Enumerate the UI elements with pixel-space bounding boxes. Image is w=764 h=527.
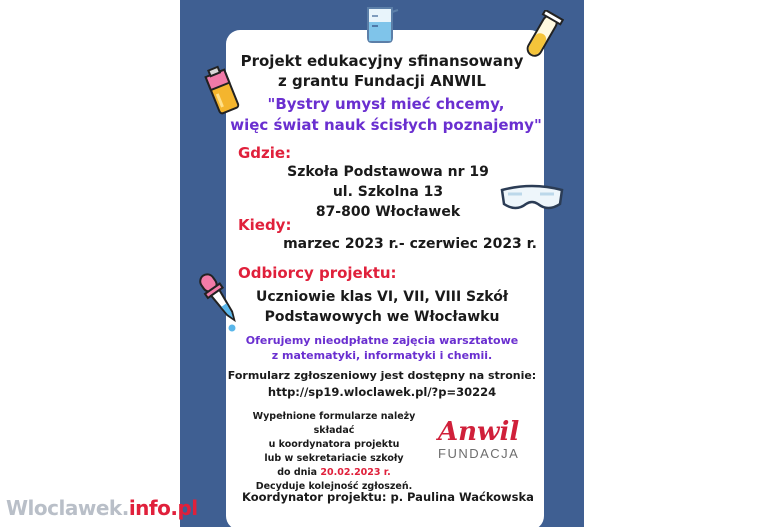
offer-line-2: z matematyki, informatyki i chemii.: [271, 349, 493, 362]
submit-line-2: u koordynatora projektu: [268, 439, 400, 450]
where-city: 87-800 Włocławek: [315, 204, 461, 220]
anwil-logo-text: Anwil: [438, 417, 520, 447]
project-motto-line-2: więc świat nauk ścisłych poznajemy": [230, 116, 542, 134]
submit-deadline: [234, 466, 434, 480]
when-dates: marzec 2023 r.- czerwiec 2023 r.: [283, 236, 537, 252]
watermark-part-2: info.pl: [128, 496, 198, 520]
submit-line-1: Wypełnione formularze należy składać: [252, 411, 416, 436]
project-motto-line-1: "Bystry umysł mieć chcemy,: [267, 95, 505, 113]
poster: [180, 0, 584, 527]
foundation-logo-text: FUNDACJA: [438, 446, 520, 461]
anwil-foundation-logo: [438, 418, 518, 461]
submit-info: [234, 410, 434, 494]
project-title-line-1: Projekt edukacyjny sfinansowany: [240, 52, 524, 70]
recipients-line-2: Podstawowych we Włocławku: [264, 309, 500, 325]
form-info: Formularz zgłoszeniowy jest dostępny na stronie:: [227, 369, 537, 382]
coordinator: Koordynator projektu: p. Paulina Waćkowska: [242, 490, 534, 504]
submit-line-5: Decyduje kolejność zgłoszeń.: [255, 481, 413, 492]
submit-date: 20.02.2023 r.: [320, 467, 391, 478]
when-heading: Kiedy:: [238, 216, 292, 234]
project-title-line-2: z grantu Fundacji ANWIL: [278, 72, 486, 90]
where-school: Szkoła Podstawowa nr 19: [287, 164, 489, 180]
watermark-part-1: Wloclawek.: [6, 496, 129, 520]
submit-date-prefix: do dnia: [277, 467, 321, 478]
where-street: ul. Szkolna 13: [332, 184, 444, 200]
submit-line-3: lub w sekretariacie szkoły: [264, 453, 404, 464]
recipients-line-1: Uczniowie klas VI, VII, VIII Szkół: [255, 289, 509, 305]
recipients-heading: Odbiorcy projektu:: [238, 264, 397, 282]
watermark: [6, 496, 198, 520]
where-heading: Gdzie:: [238, 144, 292, 162]
form-url[interactable]: http://sp19.wloclawek.pl/?p=30224: [267, 385, 497, 399]
offer-line-1: Oferujemy nieodpłatne zajęcia warsztatowe: [245, 334, 519, 347]
beaker-icon: [360, 2, 404, 46]
